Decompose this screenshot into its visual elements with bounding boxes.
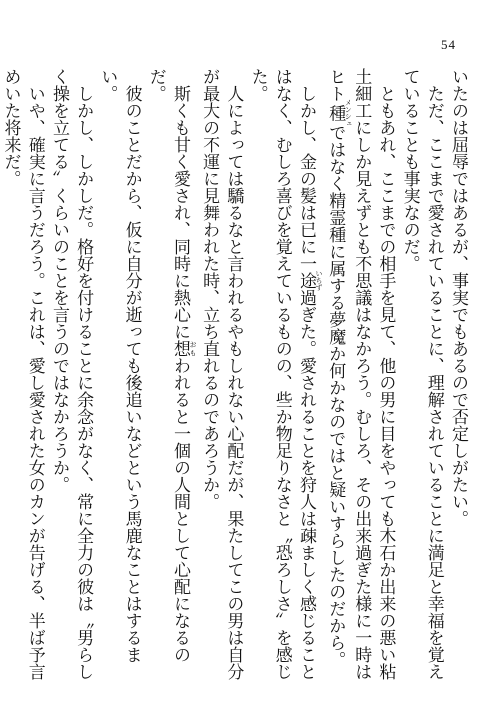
paragraph: いたのは屈辱ではあるが、事実でもあるので否定しがたい。 xyxy=(448,68,468,527)
paragraph: 人によっては驕るなと言われるやもしれない心配だが、果たしてこの男は自分が最大の不運に見舞われた時、立ち直れるのであろうか。 xyxy=(199,68,244,680)
paragraph: いや、確実に言うだろう。これは、愛し愛された女のカンが告げる、半ば予言めいた将来だ。 xyxy=(0,68,45,680)
paragraph: ただ、ここまで愛されていることに、理解されていることに満足と幸福を覚えていることも事実なのだ。 xyxy=(399,68,444,680)
furigana-feel-reading: おも xyxy=(188,340,197,357)
page-number: 54 xyxy=(441,37,456,52)
furigana-feel: 想 おも xyxy=(169,340,197,357)
body-text xyxy=(0,68,470,680)
paragraph: しかし、しかしだ。格好を付けることに余念がなく、常に全力の彼は〝男らしく操を立てる〟くらいのことを言うのではなかろうか。 xyxy=(48,68,94,680)
furigana-way: 途 いちず xyxy=(295,270,323,291)
furigana-way-reading: いちず xyxy=(314,270,323,291)
furigana-species: 種 メンシュ xyxy=(325,99,353,127)
paragraph: ともあれ、ここまでの相手を見て、他の男に目をやっても木石か出来の悪い粘土細工にしか見えずとも不思議はなかろう。むしろ、その出来過ぎた様に一時はヒト種 メンシュではなく精霊種に属する夢魔か何かなのではと疑いすらしたのだから。 xyxy=(325,68,396,680)
furigana-species-reading: メンシュ xyxy=(344,99,353,127)
paragraph: 彼のことだから、仮に自分が逝っても後追いなどという馬鹿なことはするまい。 xyxy=(97,68,142,663)
paragraph: 斯くも甘く愛され、同時に熱心に想 おもわれると一個の人間として心配になるのだ。 xyxy=(145,68,197,663)
paragraph: しかし、金の髪は已に一途 いちず過ぎた。愛されることを狩人は疎ましく感じることはなく、むしろ喜びを覚えているものの、些か物足りなさと〝恐ろしさ〟を感じた。 xyxy=(247,68,323,680)
